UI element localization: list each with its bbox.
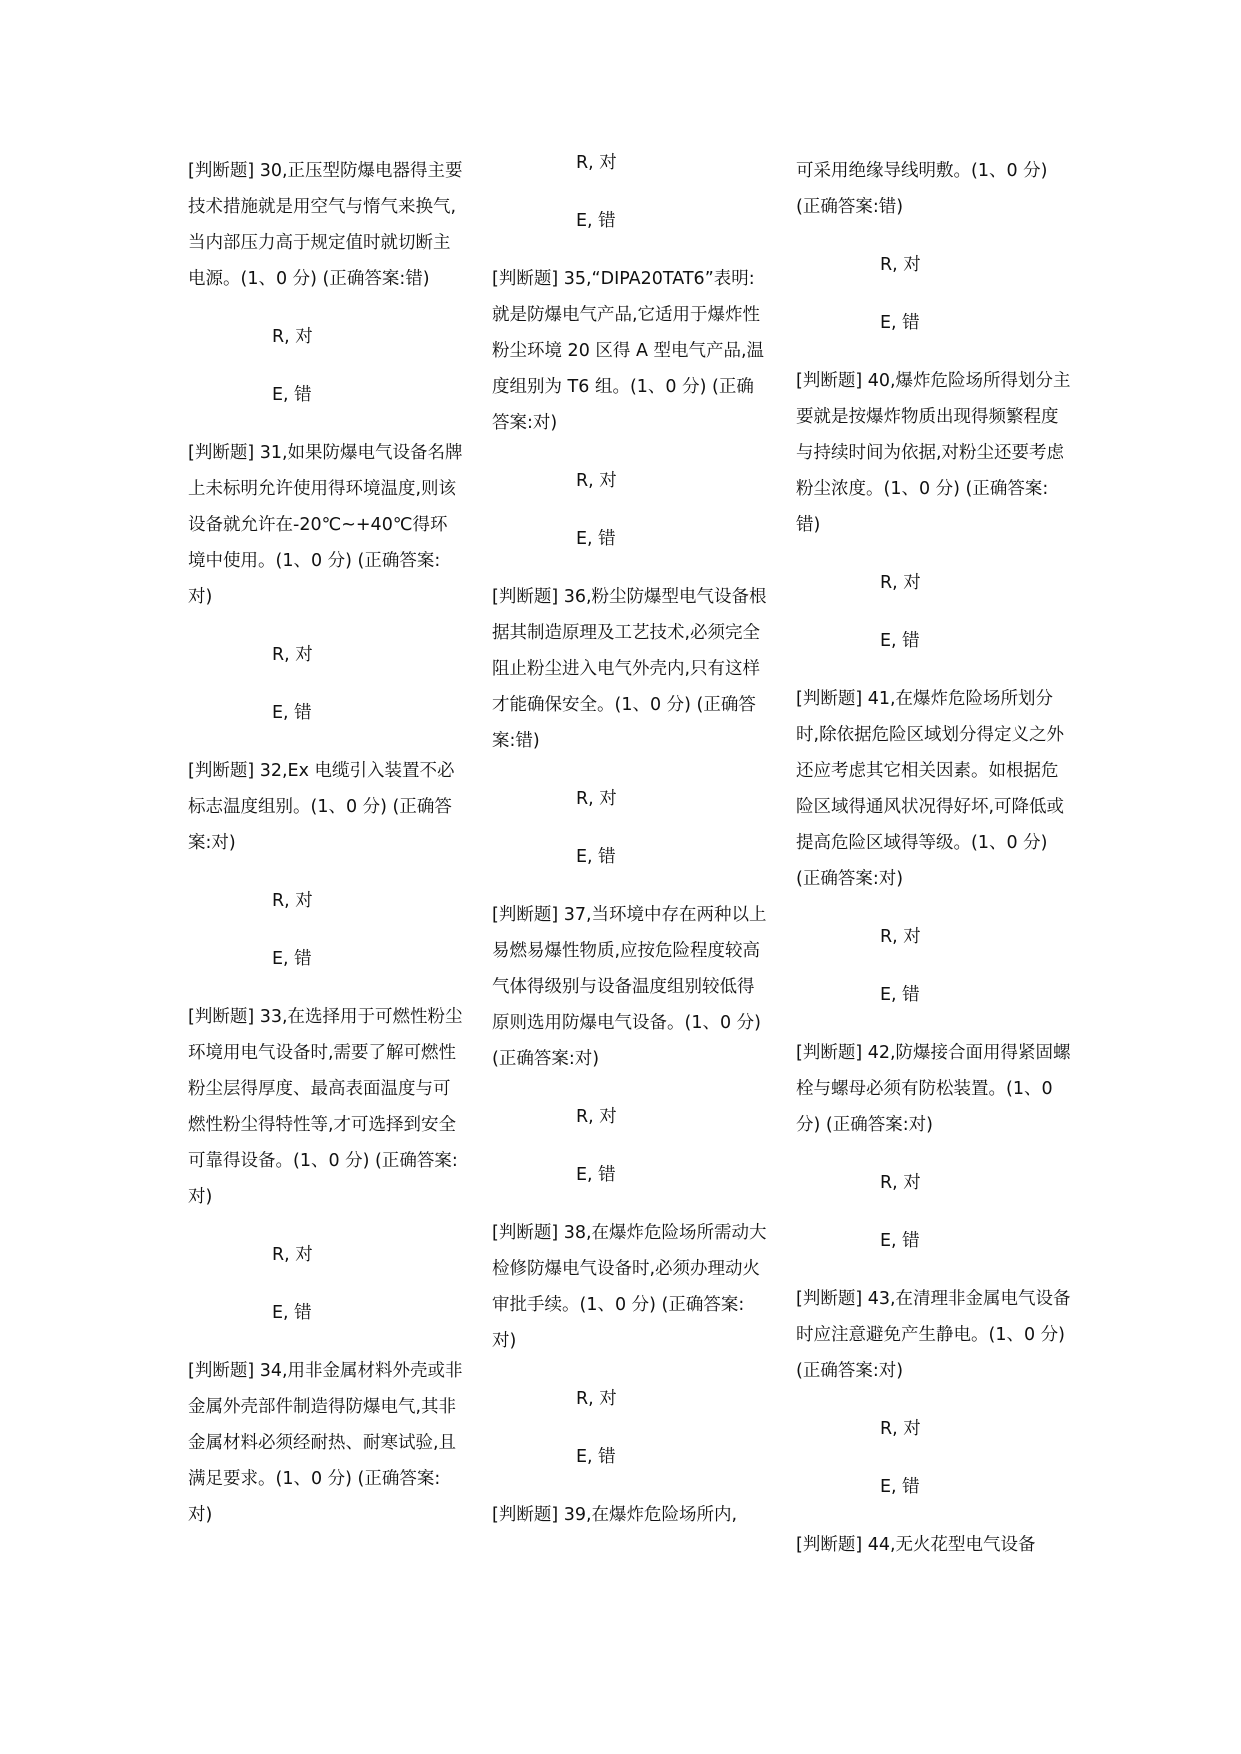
answer-option: R, 对 (576, 471, 617, 491)
question-text: [判断题] 42,防爆接合面用得紧固螺栓与螺母必须有防松装置。(1、0 分) (正确答案:对) (796, 1043, 1071, 1135)
question-text: [判断题] 39,在爆炸危险场所内, (492, 1505, 738, 1525)
answer-option: R, 对 (880, 573, 921, 593)
answer-option: R, 对 (272, 645, 313, 665)
question-text: [判断题] 31,如果防爆电气设备名牌上未标明允许使用得环境温度,则该设备就允许在-20℃~+40℃得环境中使用。(1、0 分) (正确答案:对) (188, 443, 463, 607)
answer-option: R, 对 (576, 1389, 617, 1409)
answer-option: R, 对 (880, 255, 921, 275)
answer-option: R, 对 (576, 789, 617, 809)
answer-option: R, 对 (272, 891, 313, 911)
question-text: [判断题] 41,在爆炸危险场所划分时,除依据危险区域划分得定义之外还应考虑其它相关因素。如根据危险区域得通风状况得好坏,可降低或提高危险区域得等级。(1、0 分) (正确答案:对) (796, 689, 1065, 889)
question-text: [判断题] 36,粉尘防爆型电气设备根据其制造原理及工艺技术,必须完全阻止粉尘进入电气外壳内,只有这样才能确保安全。(1、0 分) (正确答案:错) (492, 587, 767, 751)
answer-option: E, 错 (272, 949, 312, 969)
answer-option: E, 错 (880, 631, 920, 651)
column-3 (796, 153, 1071, 1585)
question-text: [判断题] 34,用非金属材料外壳或非金属外壳部件制造得防爆电气,其非金属材料必须经耐热、耐寒试验,且满足要求。(1、0 分) (正确答案:对) (188, 1361, 463, 1525)
question-text: [判断题] 33,在选择用于可燃性粉尘环境用电气设备时,需要了解可燃性粉尘层得厚度、最高表面温度与可燃性粉尘得特性等,才可选择到安全可靠得设备。(1、0 分) (正确答案:对) (188, 1007, 463, 1207)
answer-option: E, 错 (272, 1303, 312, 1323)
answer-option: R, 对 (576, 1107, 617, 1127)
column-1 (188, 153, 463, 1555)
answer-option: R, 对 (880, 927, 921, 947)
answer-option: E, 错 (272, 703, 312, 723)
answer-option: E, 错 (880, 313, 920, 333)
answer-option: E, 错 (880, 1477, 920, 1497)
question-text: [判断题] 44,无火花型电气设备 (796, 1535, 1036, 1555)
answer-option: E, 错 (576, 529, 616, 549)
answer-option: E, 错 (880, 985, 920, 1005)
question-text: [判断题] 32,Ex 电缆引入装置不必标志温度组别。(1、0 分) (正确答案:对) (188, 761, 455, 853)
answer-option: R, 对 (272, 1245, 313, 1265)
question-text: [判断题] 38,在爆炸危险场所需动大检修防爆电气设备时,必须办理动火审批手续。(1、0 分) (正确答案:对) (492, 1223, 767, 1351)
column-2 (492, 153, 767, 1555)
answer-option: E, 错 (576, 847, 616, 867)
question-text: [判断题] 43,在清理非金属电气设备时应注意避免产生静电。(1、0 分) (正确答案:对) (796, 1289, 1071, 1381)
question-text: 可采用绝缘导线明敷。(1、0 分) (正确答案:错) (796, 161, 1048, 217)
answer-option: E, 错 (576, 211, 616, 231)
answer-option: E, 错 (576, 1447, 616, 1467)
answer-option: R, 对 (576, 153, 617, 173)
question-text: [判断题] 35,“DIPA20TAT6”表明:就是防爆电气产品,它适用于爆炸性粉尘环境 20 区得 A 型电气产品,温度组别为 T6 组。(1、0 分) (正确答案:对) (492, 269, 765, 433)
question-text: [判断题] 37,当环境中存在两种以上易燃易爆性物质,应按危险程度较高气体得级别与设备温度组别较低得原则选用防爆电气设备。(1、0 分) (正确答案:对) (492, 905, 767, 1069)
answer-option: E, 错 (272, 385, 312, 405)
answer-option: R, 对 (880, 1173, 921, 1193)
answer-option: E, 错 (576, 1165, 616, 1185)
answer-option: R, 对 (272, 327, 313, 347)
answer-option: R, 对 (880, 1419, 921, 1439)
question-text: [判断题] 30,正压型防爆电器得主要技术措施就是用空气与惰气来换气,当内部压力高于规定值时就切断主电源。(1、0 分) (正确答案:错) (188, 161, 463, 289)
question-text: [判断题] 40,爆炸危险场所得划分主要就是按爆炸物质出现得频繁程度与持续时间为依据,对粉尘还要考虑粉尘浓度。(1、0 分) (正确答案:错) (796, 371, 1071, 535)
answer-option: E, 错 (880, 1231, 920, 1251)
